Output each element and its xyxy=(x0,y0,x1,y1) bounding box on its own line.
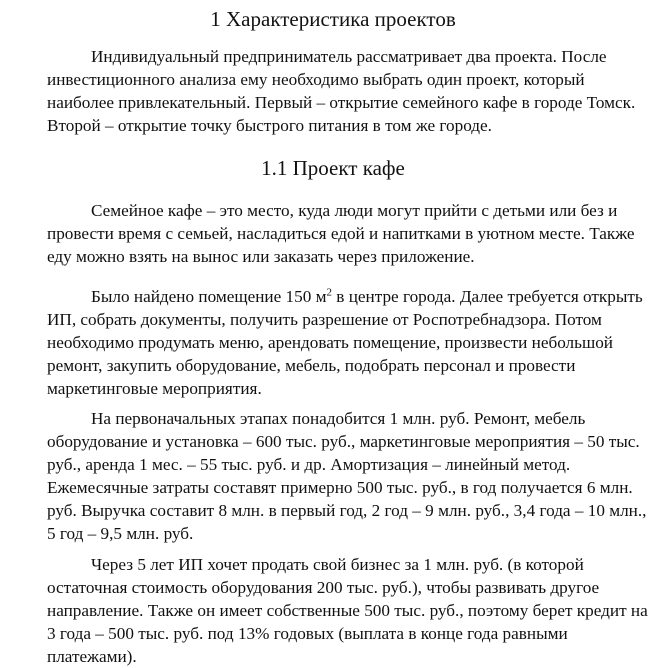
sale-paragraph: Через 5 лет ИП хочет продать свой бизнес за 1 млн. руб. (в которой остаточная стоимость оборудования 200 тыс. руб.), чтобы развивать другое направление. Также он имеет собственные 500 тыс. руб., поэтому берет кредит на 3 года – 500 тыс. руб. под 13% годовых (выплата в конце года равными платежами). xyxy=(47,555,648,666)
costs-paragraph: На первоначальных этапах понадобится 1 млн. руб. Ремонт, мебель оборудование и установка – 600 тыс. руб., маркетинговые мероприятия – 50 тыс. руб., аренда 1 мес. – 55 тыс. руб. и др. Амортизация – линейный метод. Ежемесячные затраты составят примерно 500 тыс. руб., в год получается 6 млн. руб. Выручка составит 8 млн. в первый год, 2 год – 9 млн. руб., 3,4 года – 10 млн., 5 год – 9,5 млн. руб. xyxy=(47,409,647,543)
intro-paragraph: Индивидуальный предприниматель рассматривает два проекта. После инвестиционного анализа ему необходимо выбрать один проект, который наиболее привлекательный. Первый – открытие семейного кафе в городе Томск. Второй – открытие точку быстрого питания в том же городе. xyxy=(47,47,636,135)
premises-paragraph xyxy=(47,285,655,400)
subsection-title: 1.1 Проект кафе xyxy=(261,156,405,180)
square-superscript: 2 xyxy=(326,286,332,299)
section-title: 1 Характеристика проектов xyxy=(210,7,456,31)
premises-text-start: Было найдено помещение 150 м xyxy=(91,287,327,306)
premises-text-end: в центре города. Далее требуется открыть ИП, собрать документы, получить разрешение от Роспотребнадзора. Потом необходимо продумать меню, арендовать помещение, произвести небольшой ремонт, закупить оборудование, мебель, подобрать персонал и провести маркетинговые мероприятия. xyxy=(47,287,643,398)
cafe-description-paragraph: Семейное кафе – это место, куда люди могут прийти с детьми или без и провести время с семьей, насладиться едой и напитками в уютном месте. Также еду можно взять на вынос или заказать через приложение. xyxy=(47,201,635,266)
